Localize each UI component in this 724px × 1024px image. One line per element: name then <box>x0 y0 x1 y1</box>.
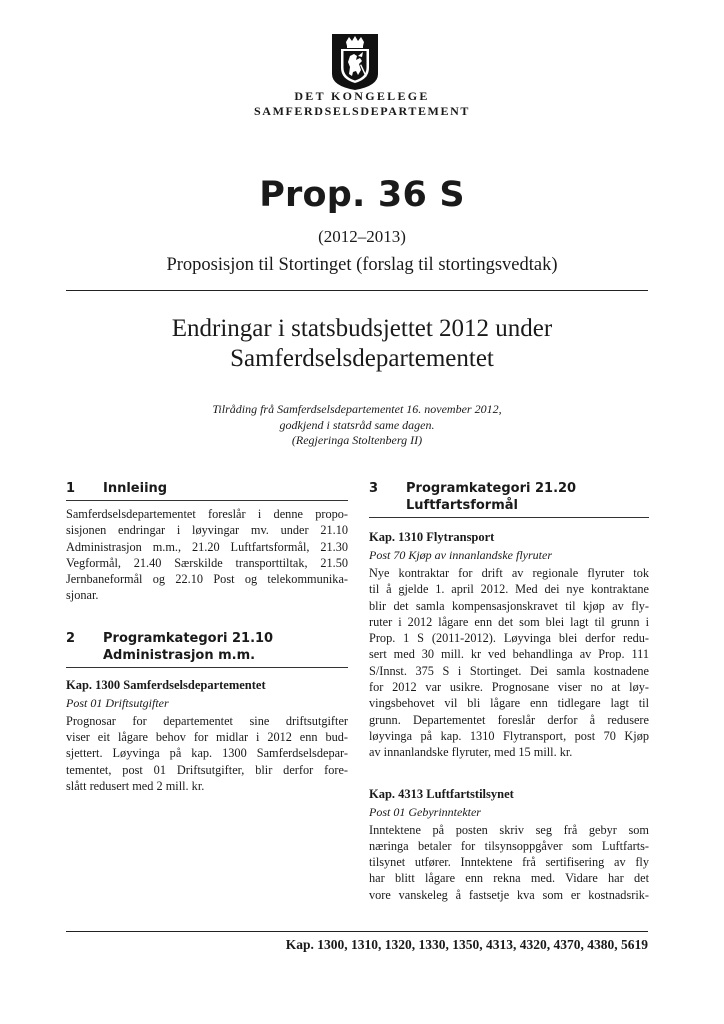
section-title-line: Luftfartsformål <box>406 498 518 513</box>
chapter-heading: Kap. 4313 Luftfartstilsynet <box>369 786 514 801</box>
section-heading-2 <box>66 630 348 668</box>
section-title <box>103 630 273 664</box>
paragraph-line: Vegformål, 21.40 Særskilde transporttiltak, 21.50 <box>66 555 348 570</box>
paragraph-line: viser eit lågare behov for midlar i 2012 enn bud- <box>66 730 348 745</box>
paragraph-line: Prop. 1 S (2011-2012). Løyvinga blei derfor redu- <box>369 631 649 646</box>
section-1-paragraph <box>66 506 348 604</box>
recommendation-note <box>0 402 714 449</box>
right-column <box>369 480 649 903</box>
paragraph-line: Nye kontraktar for drift av regionale flyruter tok <box>369 566 649 580</box>
paragraph-line: tementet, post 01 Driftsutgifter, blir derfor fore- <box>66 762 348 777</box>
section-2-paragraph <box>66 713 348 794</box>
paragraph-line: vingsbehovet vil bli lågare enn tidlegare lagt til <box>369 696 649 711</box>
session-years: (2012–2013) <box>318 227 406 246</box>
post-heading: Post 01 Driftsutgifter <box>66 695 169 710</box>
title-divider <box>66 290 648 291</box>
post-heading: Post 70 Kjøp av innanlandske flyruter <box>369 548 552 562</box>
paragraph-line: næringa betaler for tilsynsoppgåver som Luftfarts- <box>369 838 649 853</box>
paragraph-line: sert med 30 mill. kr ved behandlinga av Prop. 111 <box>369 647 649 662</box>
proposition-number: Prop. 36 S <box>259 175 465 215</box>
recommendation-line: godkjend i statsråd same dagen. <box>279 417 435 432</box>
proposition-subtitle: Proposisjon til Stortinget (forslag til stortingsvedtak) <box>166 255 558 275</box>
paragraph-line: Prognosar for departementet sine driftsutgifter <box>66 713 348 728</box>
paragraph-line: ruter i 2012 lågare enn det som blei lagt til grunn i <box>369 614 649 629</box>
section-title-line: Programkategori 21.10 <box>103 630 274 646</box>
department-name-line1: DET KONGELEGE <box>294 89 430 103</box>
recommendation-line: Tilråding frå Samferdselsdepartementet 16. november 2012, <box>212 402 502 416</box>
paragraph-line: grunn. Departementet foreslår derfor å redusere <box>369 712 649 727</box>
chapter-heading: Kap. 1310 Flytransport <box>369 530 495 544</box>
paragraph-line: Inntektene på posten skriv seg frå gebyr som <box>369 822 649 837</box>
section-title-line: Administrasjon m.m. <box>103 647 256 663</box>
paragraph-line: Administrasjon m.m., 21.20 Luftfartsformål, 21.30 <box>66 539 348 554</box>
chapter-4313-paragraph <box>369 822 649 903</box>
paragraph-line: sjonar. <box>66 588 99 603</box>
paragraph-line: vore vanskeleg å fastsetje kva som er kostnadsrik- <box>369 887 649 902</box>
paragraph-line: tilsynet utfører. Inntektene frå sertifisering av fly <box>369 855 649 870</box>
section-title: Innleiing <box>103 481 168 496</box>
paragraph-line: av innanlandske flyruter, med 15 mill. kr. <box>369 745 573 760</box>
section-number: 1 <box>66 481 76 496</box>
paragraph-line: til å gjelde 1. april 2012. Med dei nye kontraktane <box>369 582 649 597</box>
document-title-line: Endringar i statsbudsjettet 2012 under <box>171 315 553 342</box>
document-title-line: Samferdselsdepartementet <box>230 345 494 372</box>
section-title-line: Programkategori 21.20 <box>406 481 577 496</box>
document-title <box>0 314 724 374</box>
paragraph-line: løyvinga på kap. 1310 Flytransport, post 70 Kjøp <box>369 728 649 743</box>
footer-divider <box>66 931 648 932</box>
chapter-heading: Kap. 1300 Samferdselsdepartementet <box>66 677 266 692</box>
section-number: 2 <box>66 630 76 646</box>
royal-crest-logo <box>332 34 378 90</box>
paragraph-line: Samferdselsdepartementet foreslår i denne propo- <box>66 507 348 521</box>
paragraph-line: har blitt lågare enn rekna med. Vidare har det <box>369 871 649 886</box>
chapter-list-footer: Kap. 1300, 1310, 1320, 1330, 1350, 4313, 4320, 4370, 4380, 5619 <box>285 937 648 952</box>
department-name-line2: SAMFERDSELSDEPARTEMENT <box>254 104 470 118</box>
left-column <box>66 480 348 794</box>
recommendation-line: (Regjeringa Stoltenberg II) <box>291 433 423 447</box>
section-title <box>406 480 576 514</box>
paragraph-line: slått redusert med 2 mill. kr. <box>66 778 205 793</box>
section-number: 3 <box>369 481 379 496</box>
post-heading: Post 01 Gebyrinntekter <box>369 804 481 819</box>
section-heading-1 <box>66 480 348 501</box>
paragraph-line: sjettert. Løyvinga på kap. 1300 Samferdselsdepar- <box>66 746 348 761</box>
paragraph-line: blir det samla kompensasjonskravet til kjøp av fly- <box>369 598 649 613</box>
chapter-1310-paragraph <box>369 565 649 761</box>
paragraph-line: Jernbaneformål og 22.10 Post og telekommunika- <box>66 572 348 587</box>
paragraph-line: S/Innst. 375 S i Stortinget. Dei samla kostnadene <box>369 663 649 678</box>
paragraph-line: sisjonen endringar i løyvingar mv. under 21.10 <box>66 523 348 538</box>
paragraph-line: for 2012 var usikre. Prognosane viser no at løy- <box>369 680 649 695</box>
section-heading-3 <box>369 480 649 518</box>
